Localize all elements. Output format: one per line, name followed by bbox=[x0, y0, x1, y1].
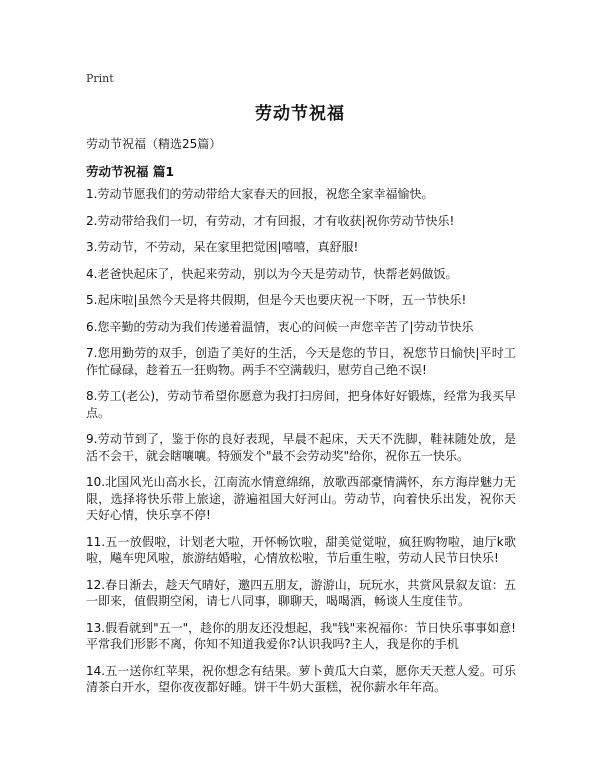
list-item: 8.劳工(老公)，劳动节希望你愿意为我打扫房间，把身体好好锻炼，经常为我买早点。 bbox=[86, 389, 516, 420]
list-item: 14.五一送你红苹果，祝你想念有结果。萝卜黄瓜大白菜，愿你天天惹人爱。可乐清茶白开水，望你夜夜都好睡。饼干牛奶大蛋糕，祝你薪水年年高。 bbox=[86, 663, 516, 694]
blessing-list bbox=[86, 186, 516, 706]
list-item: 9.劳动节到了，鉴于你的良好表现，早晨不起床，天天不洗脚，鞋袜随处放，是活不会干，就会瞎嚷嚷。特颁发个"最不会劳动奖"给你，祝你五一快乐。 bbox=[86, 432, 516, 463]
list-item: 10.北国风光山高水长，江南流水情意绵绵，放歌西部豪情满怀，东方海岸魅力无限，选择将快乐带上旅途，游遍祖国大好河山。劳动节，向着快乐出发，祝你天天好心情，快乐享不停! bbox=[86, 475, 516, 522]
list-item: 11.五一放假啦，计划老大啦，开怀畅饮啦，甜美觉觉啦，疯狂购物啦，迪厅k歌啦，飚车兜风啦，旅游结婚啦，心情放松啦，节后重生啦，劳动人民节日快乐! bbox=[86, 534, 516, 565]
print-label: Print bbox=[86, 72, 114, 85]
list-item: 1.劳动节愿我们的劳动带给大家春天的回报，祝您全家幸福愉快。 bbox=[86, 187, 434, 201]
list-item: 12.春日渐去，趁天气晴好，邀四五朋友，游游山，玩玩水，共赏风景叙友谊：五一即来，值假期空闲，请七八同事，聊聊天，喝喝酒，畅谈人生度佳节。 bbox=[86, 577, 516, 608]
list-item: 7.您用勤劳的双手，创造了美好的生活，今天是您的节日，祝您节日愉快|平时工作忙碌碌，趁着五一狂购物。两手不空满载归，慰劳自己绝不误! bbox=[86, 346, 516, 377]
list-item: 4.老爸快起床了，快起来劳动，别以为今天是劳动节，快帮老妈做饭。 bbox=[86, 266, 458, 281]
list-item: 3.劳动节，不劳动，呆在家里把觉困|嘻嘻，真舒服! bbox=[86, 240, 359, 254]
section-heading: 劳动节祝福 篇1 bbox=[86, 164, 175, 179]
page-title: 劳动节祝福 bbox=[255, 104, 345, 124]
document-subtitle: 劳动节祝福（精选25篇） bbox=[86, 137, 222, 151]
list-item: 6.您辛勤的劳动为我们传递着温情，衷心的问候一声您辛苦了|劳动节快乐 bbox=[86, 319, 474, 334]
list-item: 13.假看就到"五一"，趁你的朋友还没想起，我"钱"来祝福你：节日快乐事事如意!平常我们形影不离，你知不知道我爱你?认识我吗?主人，我是你的手机 bbox=[86, 620, 516, 651]
list-item: 2.劳动带给我们一切，有劳动，才有回报，才有收获|祝你劳动节快乐! bbox=[86, 213, 455, 228]
list-item: 5.起床啦|虽然今天是将共假期，但是今天也要庆祝一下呀，五一节快乐! bbox=[86, 293, 467, 307]
